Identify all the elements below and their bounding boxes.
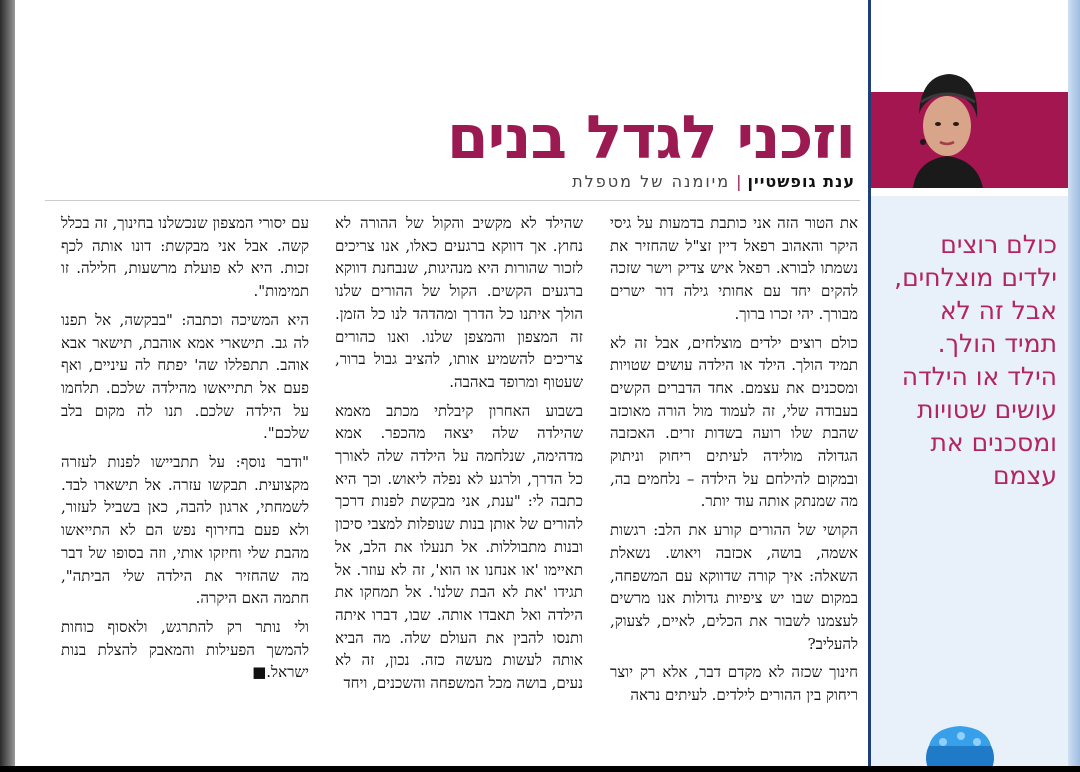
right-rail (871, 0, 1080, 768)
paragraph: חינוך שכזה לא מקדם דבר, אלא רק יוצר ריחוק בין ההורים לילדים. לעיתים נראה (610, 663, 858, 705)
article-byline (115, 170, 855, 194)
paragraph: היא המשיכה וכתבה: "בבקשה, אל תפנו לה גב. תישארי אמא אוהבת, תישאר אבא אוהב. תתפללו שה' יפתח לה עיניים, ואף פעם אל תתייאשו מהילדה שלכם. תלחמו על הילדה שלכם. תנו לה מקום בלב שלכם". (61, 310, 309, 443)
rail-blue-edge (1068, 0, 1080, 768)
paragraph: בשבוע האחרון קיבלתי מכתב מאמא שהילדה שלה יצאה מהכפר. אמא מדהימה, שנלחמה על הילדה שלה לאורך כל הדרך, ולרגע לא נפלה ליאוש. וכך היא כתבה לי: "ענת, אני מבקשת לפנות דרכך להורים של אותן בנות שנופלות למצבי סיכון ובנות מתבוללות. אל תנעלו את הלב, אל תאיימו 'או אנחנו או הוא', זה לא עוזר. אל תגידו 'את לא הבת שלנו'. אל תמחקו את הילדה ואל תאבדו אותה. שבו, דברו איתה ותנסו להבין את העולם שלה. מה הביא אותה לעשות מעשה כזה. נכון, זה לא נעים, בושה מכל המשפחה והשכנים, ויחד (335, 401, 583, 693)
paragraph: שהילד לא מקשיב והקול של ההורה לא נחוץ. אך דווקא ברגעים כאלו, אנו צריכים לזכור שהורות היא מנהיגות, שנבחנת דווקא ברגעים הקשים. הקול של ההורים שלנו הולך איתנו כל הדרך ומהדהד לנו כל הזמן. זה המצפון והמצפן שלנו. ואנו כהורים צריכים להשמיע אותו, להציב גבול ברור, שעטוף ומרופד באהבה. (335, 214, 583, 391)
author-portrait (893, 62, 1001, 188)
paragraph: הקושי של ההורים קורע את הלב: רגשות אשמה, בושה, אכזבה ויאוש. נשאלת השאלה: איך קורה שדווקא עם המשפחה, במקום שבו יש ציפיות גדולות אנו מרשים לעצמנו לשבור את הכלים, לאיים, לצעוק, להעליב? (610, 521, 858, 653)
next-column-avatar (921, 712, 999, 768)
byline-author: ענת גופשטיין (747, 172, 855, 191)
article-headline: וזכני לגדל בנים (446, 103, 855, 173)
article-column-2 (335, 212, 583, 701)
article-column-3 (61, 212, 309, 690)
article-column-1 (610, 212, 858, 713)
byline-column-title: מיומנה של מטפלת (572, 172, 731, 191)
header-rule (45, 200, 860, 201)
pull-quote: כולם רוצים ילדים מוצלחים, אבל זה לא תמיד הולך. הילד או הילדה עושים שטויות ומסכנים את עצמם (894, 230, 1057, 490)
byline-separator: | (736, 172, 742, 191)
paragraph: ולי נותר רק להתרגש, ולאסוף כוחות להמשך הפעילות והמאבק להצלת בנות ישראל.■ (61, 617, 309, 682)
paragraph: כולם רוצים ילדים מוצלחים, אבל זה לא תמיד הולך. הילד או הילדה עושים שטויות ומסכנים את עצמם. אחד הדברים הקשים בעבודה שלי, זה לעמוד מול הורה מאוכזב שהבת שלו רועה בשדות זרים. האכזבה הגדולה מולידה לעיתים ריחוק וניתוק ובמקום להילחם על הילדה – נלחמים בה, מה שמנתק אותה עוד יותר. (610, 333, 858, 511)
paragraph: את הטור הזה אני כותבת בדמעות על גיסי היקר והאהוב רפאל דיין זצ"ל שהחזיר את נשמתו לבורא. רפאל איש צדיק וישר שזכה להקים יחד עם אחותי גילה דור ישרים מבורך. יהי זכרו ברוך. (610, 214, 858, 323)
paragraph: "ודבר נוסף: על תתביישו לפנות לעזרה מקצועית. תבקשו עזרה. אל תישארו לבד. לשמחתי, ארגון להבה, כאן בשביל לעזור, ולא פעם בחירוף נפש הם לא התייאשו מהבת שלי וחיזקו אותי, וזה בסופו של דבר מה שהחזיר את הילדה שלי הביתה", חתמה האם היקרה. (61, 453, 309, 608)
paragraph: עם יסורי המצפון שנכשלנו בחינוך, זה בכלל קשה. אבל אני מבקשת: דונו אותה לכף זכות. היא לא פועלת מרשעות, חלילה. זו תמימות". (61, 214, 309, 301)
screen-bottom-edge (0, 766, 1080, 772)
magazine-binding (0, 0, 15, 772)
magazine-page (15, 0, 1080, 768)
